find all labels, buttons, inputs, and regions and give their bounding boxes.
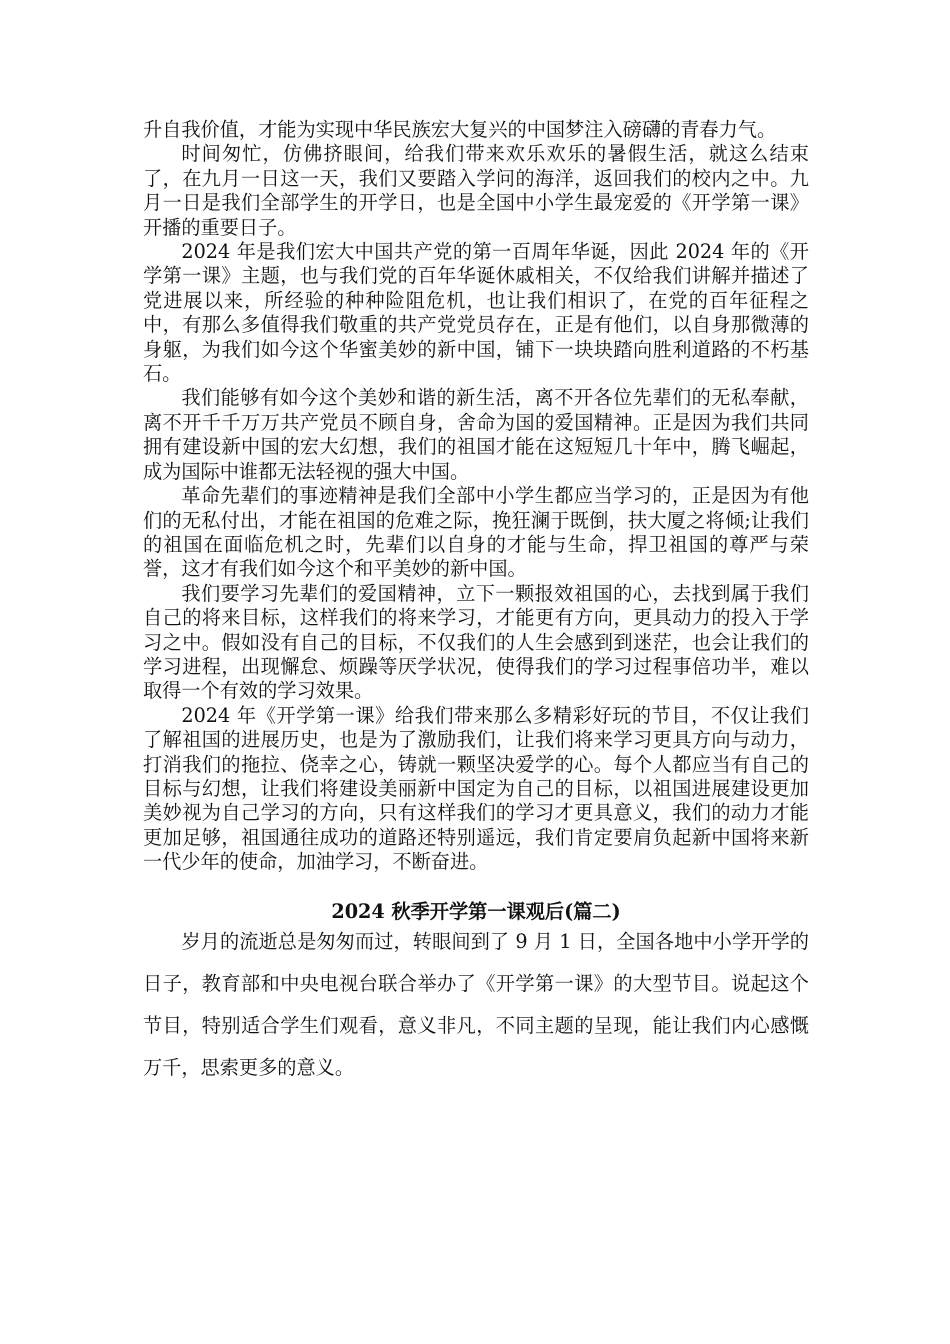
- paragraph-1: 升自我价值，才能为实现中华民族宏大复兴的中国梦注入磅礴的青春力气。: [143, 118, 777, 141]
- paragraph-4: 我们能够有如今这个美妙和谐的新生活，离不开各位先辈们的无私奉献，离不开千千万万共产党员不顾自身，舍命为国的爱国精神。正是因为我们共同拥有建设新中国的宏大幻想，我们的祖国才能在这短短几十年中，腾飞崛起，成为国际中谁都无法轻视的强大中国。: [143, 386, 809, 483]
- paragraph-7: 2024 年《开学第一课》给我们带来那么多精彩好玩的节目，不仅让我们了解祖国的进展历史，也是为了激励我们，让我们将来学习更具方向与动力，打消我们的拖拉、侥幸之心，铸就一颗坚决爱学的心。每个人都应当有自己的目标与幻想，让我们将建设美丽新中国定为自己的目标，以祖国进展建设更加美妙视为自己学习的方向，只有这样我们的学习才更具意义，我们的动力才能更加足够，祖国通往成功的道路还特别遥远，我们肯定要肩负起新中国将来新一代少年的使命，加油学习，不断奋进。: [143, 703, 809, 874]
- paragraph-5: 革命先辈们的事迹精神是我们全部中小学生都应当学习的，正是因为有他们的无私付出，才能在祖国的危难之际，挽狂澜于既倒，扶大厦之将倾;让我们的祖国在面临危机之时，先辈们以自身的才能与生命，捍卫祖国的尊严与荣誉，这才有我们如今这个和平美妙的新中国。: [143, 484, 809, 581]
- paragraph-2: 时间匆忙，仿佛挤眼间，给我们带来欢乐欢乐的暑假生活，就这么结束了，在九月一日这一天，我们又要踏入学问的海洋，返回我们的校内之中。九月一日是我们全部学生的开学日，也是全国中小学生最宠爱的《开学第一课》开播的重要日子。: [143, 142, 809, 239]
- section-paragraph: 岁月的流逝总是匆匆而过，转眼间到了 9 月 1 日，全国各地中小学开学的日子，教育部和中央电视台联合举办了《开学第一课》的大型节目。说起这个节目，特别适合学生们观看，意义非凡，不同主题的呈现，能让我们内心感慨万千，思索更多的意义。: [143, 929, 809, 1079]
- paragraph-3: 2024 年是我们宏大中国共产党的第一百周年华诞，因此 2024 年的《开学第一课》主题，也与我们党的百年华诞休戚相关，不仅给我们讲解并描述了党进展以来，所经验的种种险阻危机，也让我们相识了，在党的百年征程之中，有那么多值得我们敬重的共产党党员存在，正是有他们，以自身那微薄的身躯，为我们如今这个华蜜美妙的新中国，铺下一块块踏向胜利道路的不朽基石。: [143, 240, 809, 386]
- paragraph-6: 我们要学习先辈们的爱国精神，立下一颗报效祖国的心，去找到属于我们自己的将来目标，这样我们的将来学习，才能更有方向，更具动力的投入于学习之中。假如没有自己的目标，不仅我们的人生会感到到迷茫，也会让我们的学习进程，出现懈怠、烦躁等厌学状况，使得我们的学习过程事倍功半，难以取得一个有效的学习效果。: [143, 581, 809, 703]
- document-body: [143, 118, 809, 1089]
- section-title: 2024 秋季开学第一课观后(篇二): [331, 899, 621, 923]
